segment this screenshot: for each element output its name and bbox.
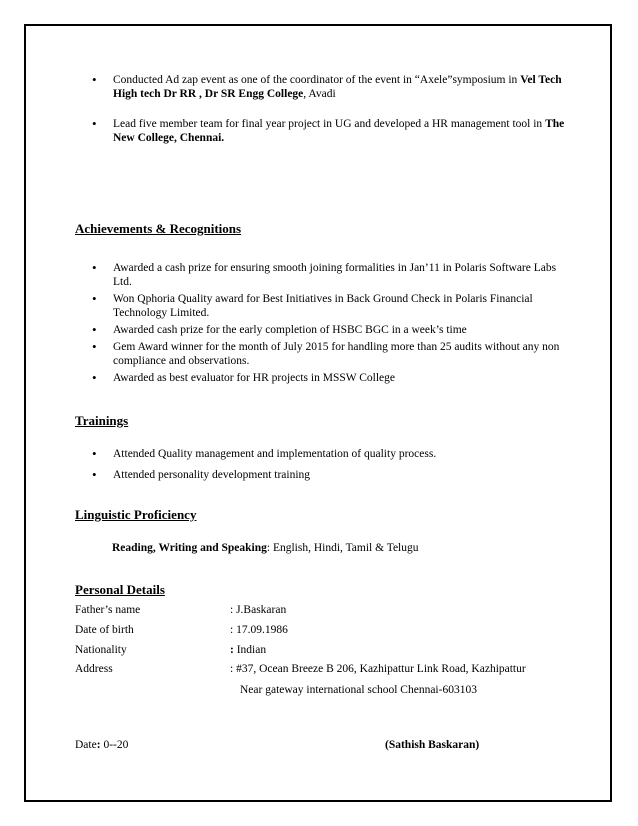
personal-heading: Personal Details [75, 582, 165, 597]
address-row [75, 662, 526, 676]
address-line-1: : #37, Ocean Breeze B 206, Kazhipattur Link Road, Kazhipattur [230, 663, 526, 675]
nationality-row [75, 643, 267, 657]
linguistic-line [112, 542, 419, 554]
linguistic-heading: Linguistic Proficiency [75, 507, 197, 522]
fathers-name-label: Father’s name [75, 604, 141, 616]
achievements-heading: Achievements & Recognitions [75, 221, 242, 236]
achievements-list [92, 261, 572, 385]
address-label: Address [75, 663, 113, 675]
nationality-value: : Indian [230, 644, 267, 656]
linguistic-label: Reading, Writing and Speaking [112, 542, 267, 554]
trainings-heading: Trainings [75, 413, 129, 428]
list-item: • Conducted Ad zap event as one of the coordinator of the event in “Axele”symposium in Vel Tech High tech Dr RR , Dr SR Engg College, Avadi [92, 73, 572, 101]
list-item: • Won Qphoria Quality award for Best Initiatives in Back Ground Check in Polaris Financial Technology Limited. [92, 292, 572, 320]
dob-label: Date of birth [75, 624, 134, 636]
list-item: • Attended personality development training [92, 468, 572, 482]
dob-value: : 17.09.1986 [230, 624, 288, 636]
list-item: • Gem Award winner for the month of July 2015 for handling more than 25 audits without any non compliance and observations. [92, 340, 572, 368]
fathers-name-row [75, 603, 287, 617]
projects-list [92, 73, 572, 145]
list-item: • Lead five member team for final year project in UG and developed a HR management tool in The New College, Chennai. [92, 117, 572, 145]
fathers-name-value: : J.Baskaran [230, 604, 287, 616]
linguistic-value: : English, Hindi, Tamil & Telugu [266, 542, 419, 554]
address-line-2: Near gateway international school Chennai-603103 [240, 684, 477, 696]
list-item: • Attended Quality management and implementation of quality process. [92, 447, 572, 461]
list-item: • Awarded a cash prize for ensuring smooth joining formalities in Jan’11 in Polaris Software Labs Ltd. [92, 261, 572, 289]
date-line: Date: 0--20 [75, 739, 129, 751]
list-item: • Awarded cash prize for the early completion of HSBC BGC in a week’s time [92, 323, 572, 337]
date-label: Date [75, 739, 97, 751]
dob-row [75, 623, 288, 637]
date-value: 0--20 [100, 739, 129, 751]
signature-name: (Sathish Baskaran) [385, 739, 480, 751]
nationality-label: Nationality [75, 644, 127, 656]
list-item: • Awarded as best evaluator for HR projects in MSSW College [92, 371, 572, 385]
trainings-list [92, 447, 572, 482]
